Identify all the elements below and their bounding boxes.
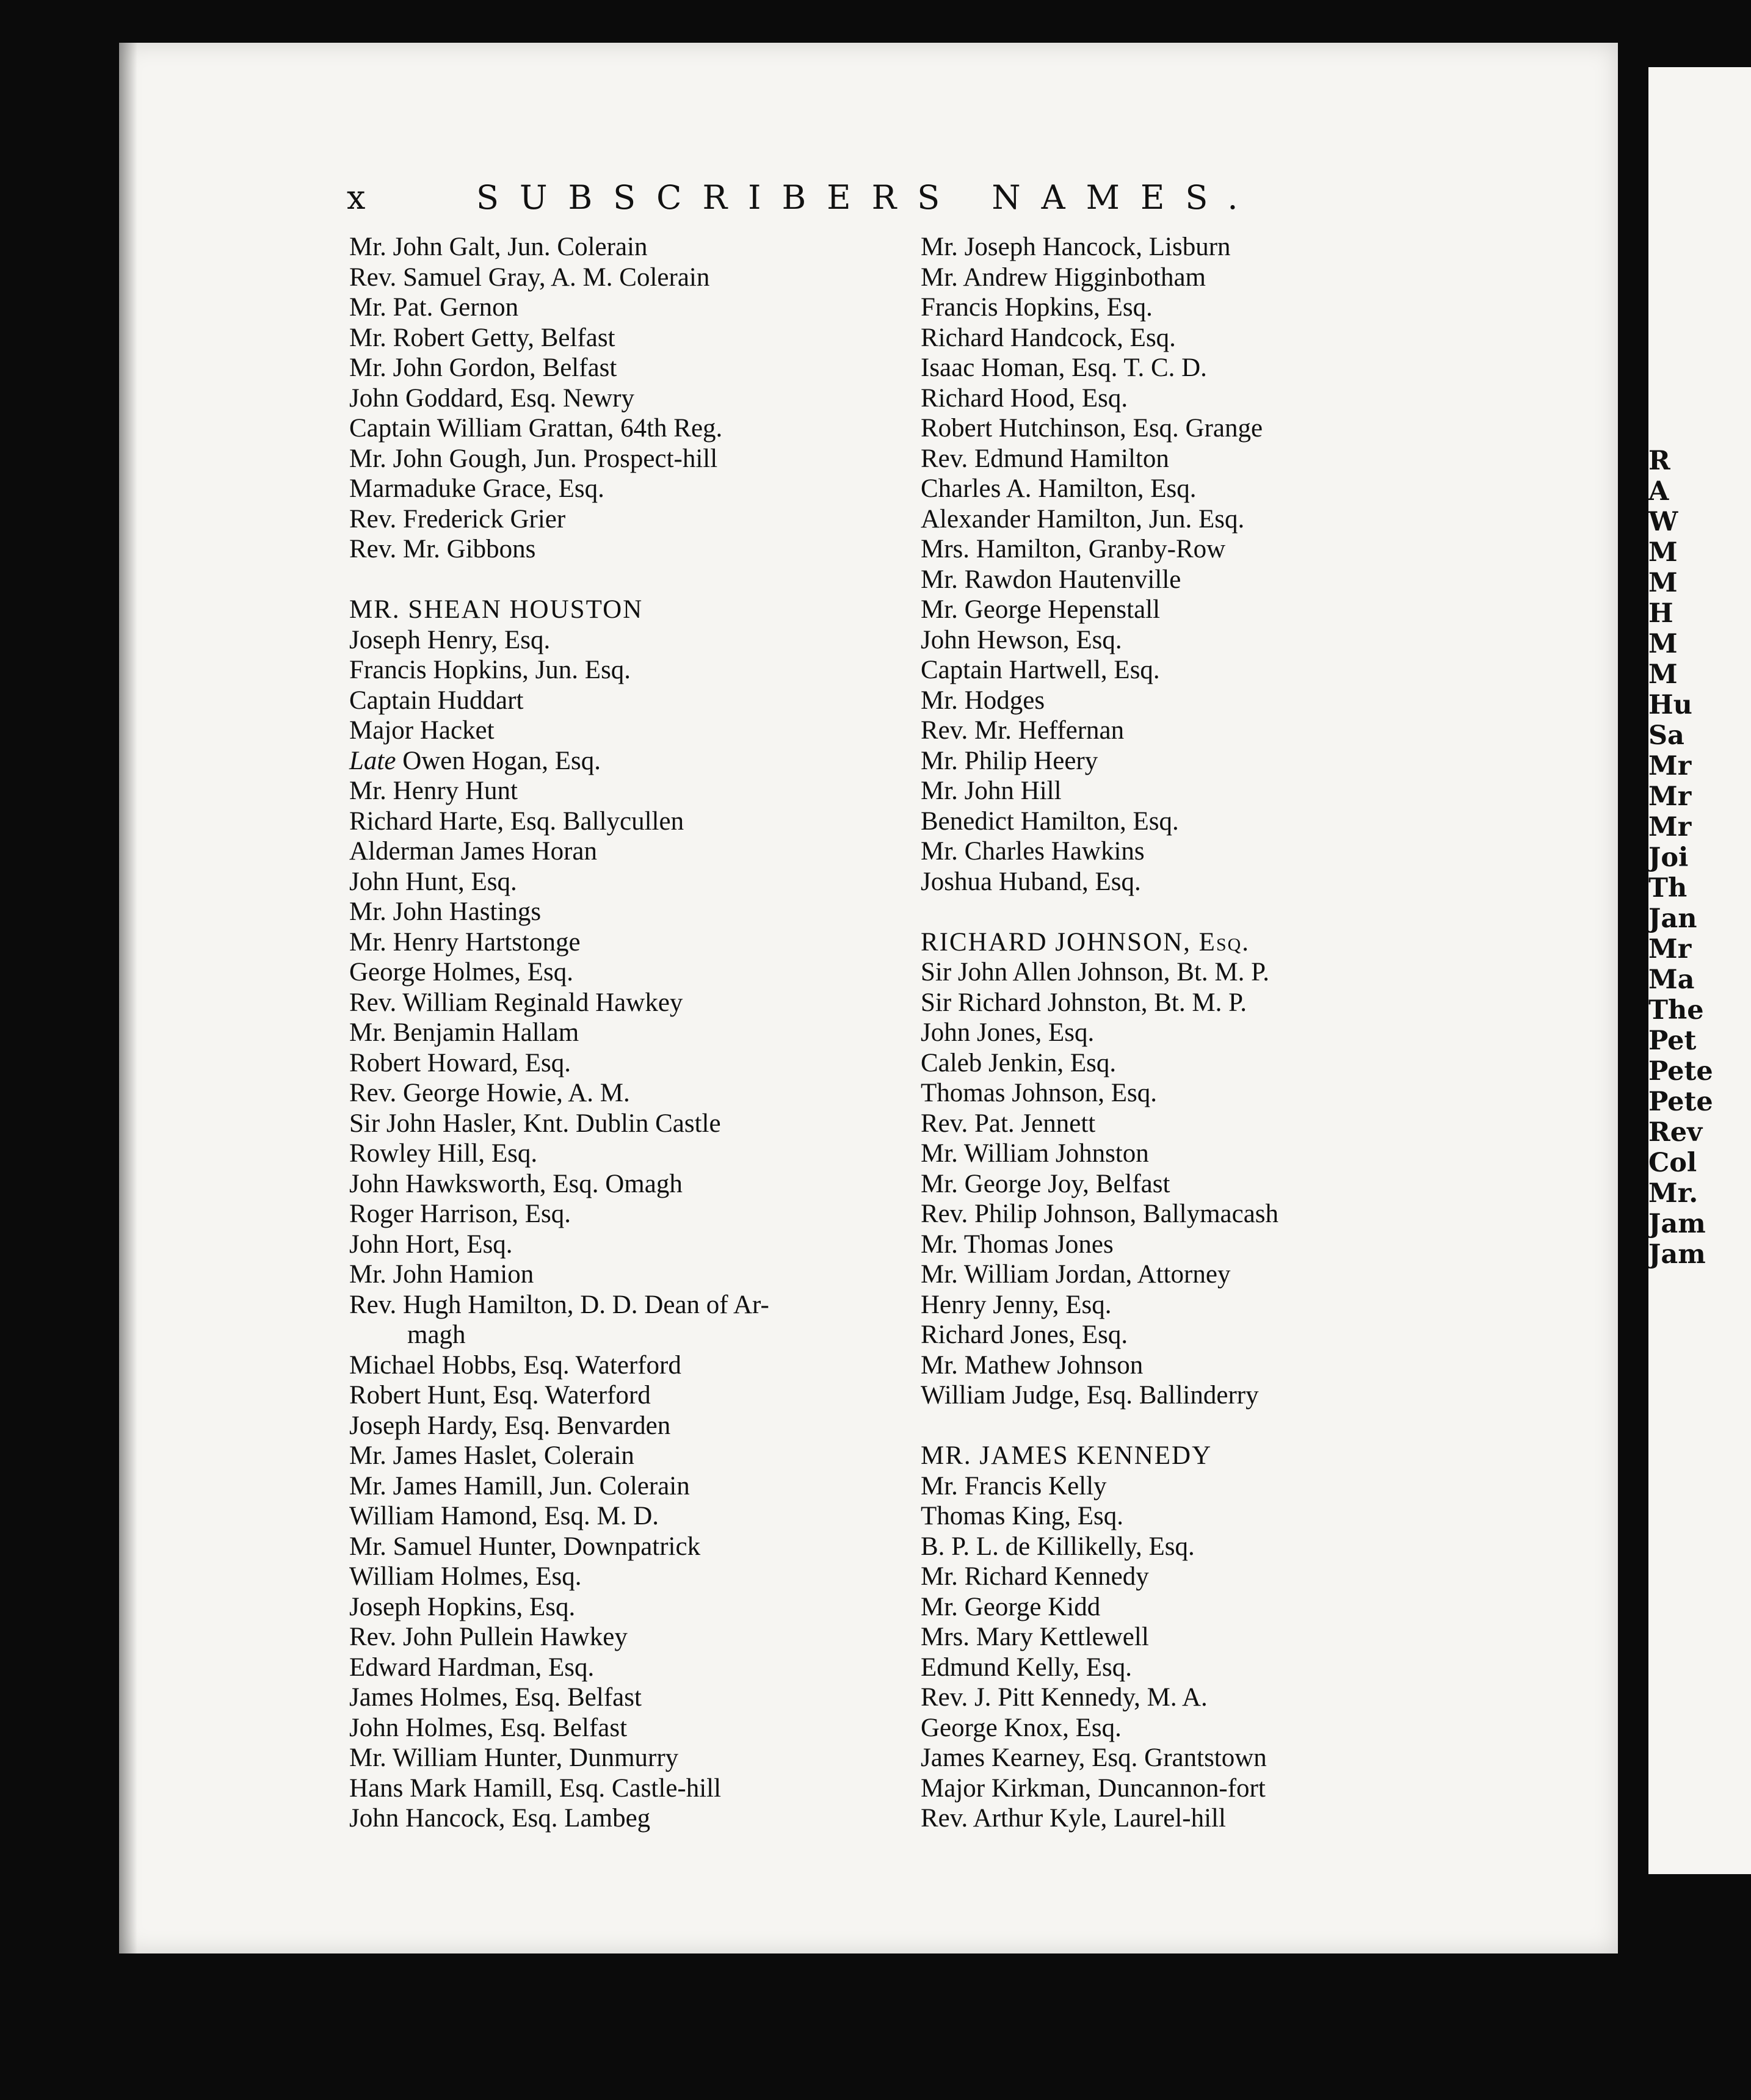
- subscriber-entry: John Hort, Esq.: [349, 1229, 513, 1259]
- subscribers-left-column: [349, 232, 899, 1834]
- subscriber-entry: Mr. Philip Heery: [921, 746, 1098, 775]
- subscriber-entry: John Hawksworth, Esq. Omagh: [349, 1169, 683, 1198]
- facing-page-fragment: Mr.: [1648, 1178, 1698, 1209]
- subscriber-entry: Mr. William Jordan, Attorney: [921, 1260, 1231, 1289]
- subscriber-entry: Rev. Samuel Gray, A. M. Colerain: [349, 262, 710, 292]
- subscriber-entry: Rev. Mr. Gibbons: [349, 535, 536, 563]
- facing-page-fragment: M: [1648, 568, 1678, 598]
- subscriber-entry: Mr. Henry Hunt: [349, 777, 518, 805]
- subscriber-entry: Edward Hardman, Esq.: [349, 1653, 595, 1682]
- facing-page-fragment: Pete: [1648, 1056, 1713, 1087]
- subscriber-entry: Rowley Hill, Esq.: [349, 1139, 538, 1168]
- subscriber-entry: Francis Hopkins, Esq.: [921, 293, 1153, 322]
- subscriber-entry: Mr. John Galt, Jun. Colerain: [349, 233, 648, 261]
- facing-page-fragment: Mr: [1648, 812, 1692, 842]
- facing-page-fragment: Hu: [1648, 690, 1692, 720]
- subscriber-entry: Richard Handcock, Esq.: [921, 323, 1176, 352]
- subscriber-entry: Rev. Hugh Hamilton, D. D. Dean of Ar-: [349, 1290, 769, 1319]
- facing-page-fragment: M: [1648, 659, 1678, 690]
- subscriber-entry: Sir John Allen Johnson, Bt. M. P.: [921, 958, 1270, 987]
- subscriber-entry: Robert Hunt, Esq. Waterford: [349, 1381, 651, 1410]
- subscriber-entry: RICHARD JOHNSON, Esq.: [921, 927, 1250, 957]
- subscriber-entry: Late Owen Hogan, Esq.: [349, 746, 601, 775]
- subscriber-entry: Mr. John Hastings: [349, 897, 542, 926]
- section-gap: [921, 1411, 1470, 1441]
- subscriber-entry: Marmaduke Grace, Esq.: [349, 474, 604, 503]
- subscriber-entry: Rev. Frederick Grier: [349, 504, 566, 534]
- subscriber-entry: Mr. William Hunter, Dunmurry: [349, 1743, 679, 1772]
- facing-page-fragment: Mr: [1648, 781, 1692, 812]
- subscriber-entry: Charles A. Hamilton, Esq.: [921, 474, 1197, 503]
- subscriber-entry: Rev. Pat. Jennett: [921, 1109, 1096, 1138]
- subscriber-entry: William Hamond, Esq. M. D.: [349, 1502, 659, 1530]
- subscriber-entry: George Knox, Esq.: [921, 1713, 1122, 1742]
- subscriber-entry: Mr. Robert Getty, Belfast: [349, 323, 615, 352]
- subscriber-entry: Rev. Philip Johnson, Ballymacash: [921, 1200, 1279, 1228]
- subscriber-entry: John Holmes, Esq. Belfast: [349, 1713, 628, 1742]
- facing-page-fragment: Jam: [1648, 1209, 1706, 1239]
- subscriber-entry: Major Kirkman, Duncannon-fort: [921, 1773, 1266, 1803]
- subscriber-entry: Captain William Grattan, 64th Reg.: [349, 414, 723, 443]
- subscriber-entry: George Holmes, Esq.: [349, 958, 574, 987]
- subscriber-entry: Rev. Edmund Hamilton: [921, 444, 1169, 473]
- subscriber-entry: Rev. William Reginald Hawkey: [349, 988, 683, 1017]
- subscriber-entry: Mr. George Hepenstall: [921, 595, 1161, 624]
- subscriber-entry: Mr. Benjamin Hallam: [349, 1018, 579, 1047]
- facing-page-fragment: Sa: [1648, 720, 1684, 751]
- subscriber-entry: John Hewson, Esq.: [921, 625, 1122, 654]
- facing-page-edge: [1648, 67, 1751, 1874]
- subscriber-entry: James Holmes, Esq. Belfast: [349, 1683, 642, 1712]
- subscriber-entry: magh: [407, 1320, 466, 1349]
- subscriber-entry: William Holmes, Esq.: [349, 1562, 582, 1591]
- facing-page-fragment: Mr: [1648, 934, 1692, 965]
- subscriber-entry: Caleb Jenkin, Esq.: [921, 1048, 1117, 1077]
- subscriber-entry: John Jones, Esq.: [921, 1018, 1095, 1047]
- subscriber-entry: MR. JAMES KENNEDY: [921, 1441, 1213, 1470]
- subscriber-entry: B. P. L. de Killikelly, Esq.: [921, 1532, 1195, 1561]
- facing-page-fragment: M: [1648, 629, 1678, 659]
- subscriber-entry: MR. SHEAN HOUSTON: [349, 595, 643, 624]
- subscriber-entry: Captain Hartwell, Esq.: [921, 656, 1160, 684]
- subscriber-entry: Joseph Hardy, Esq. Benvarden: [349, 1411, 671, 1440]
- facing-page-fragment: Pete: [1648, 1087, 1713, 1117]
- subscriber-entry: Isaac Homan, Esq. T. C. D.: [921, 353, 1207, 382]
- subscriber-entry: Joshua Huband, Esq.: [921, 867, 1141, 896]
- facing-page-fragment: Jam: [1648, 1239, 1706, 1270]
- subscriber-entry: Mr. Henry Hartstonge: [349, 927, 581, 957]
- facing-page-fragment: M: [1648, 537, 1678, 568]
- subscriber-entry: Hans Mark Hamill, Esq. Castle-hill: [349, 1773, 722, 1803]
- subscriber-entry: Mr. Rawdon Hautenville: [921, 565, 1181, 594]
- subscriber-entry: Rev. Mr. Heffernan: [921, 716, 1125, 745]
- subscriber-entry: Mr. Hodges: [921, 686, 1045, 715]
- page-title: SUBSCRIBERS NAMES.: [476, 178, 1259, 217]
- subscriber-entry: Mr. John Gordon, Belfast: [349, 353, 617, 382]
- subscriber-entry: Thomas Johnson, Esq.: [921, 1079, 1157, 1107]
- section-gap: [921, 897, 1470, 927]
- subscriber-entry: Robert Howard, Esq.: [349, 1048, 571, 1077]
- subscriber-entry: Captain Huddart: [349, 686, 524, 715]
- subscriber-entry: Edmund Kelly, Esq.: [921, 1653, 1132, 1682]
- section-gap: [349, 565, 899, 595]
- subscriber-entry: Mr. William Johnston: [921, 1139, 1149, 1168]
- facing-page-fragment: The: [1648, 995, 1704, 1026]
- subscriber-entry: Mr. Charles Hawkins: [921, 837, 1145, 866]
- subscriber-entry: Rev. J. Pitt Kennedy, M. A.: [921, 1683, 1208, 1712]
- subscriber-entry: Alderman James Horan: [349, 837, 597, 866]
- subscriber-entry: Mr. George Kidd: [921, 1592, 1101, 1621]
- subscriber-entry: Henry Jenny, Esq.: [921, 1290, 1112, 1319]
- subscriber-entry: Mr. John Hamion: [349, 1260, 534, 1289]
- facing-page-fragment: Pet: [1648, 1026, 1697, 1056]
- facing-page-fragment: Mr: [1648, 751, 1692, 781]
- subscriber-entry: Mr. Joseph Hancock, Lisburn: [921, 233, 1231, 261]
- subscriber-entry: John Goddard, Esq. Newry: [349, 383, 634, 413]
- subscriber-entry: Mr. John Gough, Jun. Prospect-hill: [349, 444, 718, 473]
- subscriber-entry: Rev. George Howie, A. M.: [349, 1079, 630, 1107]
- facing-page-fragment: R: [1648, 446, 1670, 476]
- subscriber-entry: Richard Harte, Esq. Ballycullen: [349, 806, 684, 836]
- subscriber-entry: Mr. Samuel Hunter, Downpatrick: [349, 1532, 701, 1561]
- subscriber-entry: Mrs. Hamilton, Granby-Row: [921, 535, 1226, 563]
- subscriber-entry: Richard Hood, Esq.: [921, 383, 1128, 413]
- facing-page-fragment: Ma: [1648, 965, 1695, 995]
- facing-page-fragment: W: [1648, 507, 1678, 537]
- facing-page-fragment: Th: [1648, 873, 1688, 903]
- facing-page-fragment: Jan: [1648, 903, 1697, 934]
- subscriber-entry: Sir Richard Johnston, Bt. M. P.: [921, 988, 1247, 1017]
- subscriber-entry: Mr. Andrew Higginbotham: [921, 262, 1206, 292]
- subscriber-entry: Major Hacket: [349, 716, 495, 745]
- subscriber-entry: Mr. James Hamill, Jun. Colerain: [349, 1471, 690, 1501]
- subscriber-entry: Joseph Hopkins, Esq.: [349, 1592, 576, 1621]
- facing-page-fragment: H: [1648, 598, 1673, 629]
- subscriber-entry: Mrs. Mary Kettlewell: [921, 1623, 1149, 1651]
- subscriber-entry: Mr. Thomas Jones: [921, 1229, 1114, 1259]
- subscriber-entry: Roger Harrison, Esq.: [349, 1200, 571, 1228]
- subscriber-entry: Richard Jones, Esq.: [921, 1320, 1128, 1349]
- facing-page-fragment: Col: [1648, 1148, 1697, 1178]
- subscriber-entry: Joseph Henry, Esq.: [349, 625, 551, 654]
- subscriber-entry: Rev. John Pullein Hawkey: [349, 1623, 628, 1651]
- subscriber-entry: Michael Hobbs, Esq. Waterford: [349, 1350, 681, 1380]
- subscriber-entry: John Hunt, Esq.: [349, 867, 517, 896]
- subscriber-entry: James Kearney, Esq. Grantstown: [921, 1743, 1267, 1772]
- subscriber-entry: Mr. John Hill: [921, 777, 1062, 805]
- subscriber-entry: Alexander Hamilton, Jun. Esq.: [921, 504, 1245, 534]
- subscriber-entry: Mr. George Joy, Belfast: [921, 1169, 1170, 1198]
- facing-page-fragment: A: [1648, 476, 1669, 507]
- subscriber-entry: Mr. Mathew Johnson: [921, 1350, 1144, 1380]
- subscriber-entry: John Hancock, Esq. Lambeg: [349, 1804, 651, 1833]
- subscriber-entry: Mr. James Haslet, Colerain: [349, 1441, 634, 1470]
- subscriber-entry: Mr. Richard Kennedy: [921, 1562, 1149, 1591]
- facing-page-fragments: [1648, 446, 1751, 1270]
- subscriber-entry: Thomas King, Esq.: [921, 1502, 1124, 1530]
- subscriber-entry: Benedict Hamilton, Esq.: [921, 806, 1179, 836]
- page-folio: x: [347, 178, 366, 217]
- facing-page-fragment: Rev: [1648, 1117, 1703, 1148]
- subscriber-entry: Mr. Pat. Gernon: [349, 293, 519, 322]
- facing-page-fragment: Joi: [1648, 842, 1689, 873]
- subscriber-entry: Mr. Francis Kelly: [921, 1471, 1107, 1501]
- subscriber-entry: Rev. Arthur Kyle, Laurel-hill: [921, 1804, 1226, 1833]
- subscriber-entry: Sir John Hasler, Knt. Dublin Castle: [349, 1109, 721, 1138]
- subscriber-entry: Francis Hopkins, Jun. Esq.: [349, 656, 631, 684]
- subscriber-entry: William Judge, Esq. Ballinderry: [921, 1381, 1259, 1410]
- subscribers-right-column: [921, 232, 1470, 1834]
- subscriber-entry: Robert Hutchinson, Esq. Grange: [921, 414, 1263, 443]
